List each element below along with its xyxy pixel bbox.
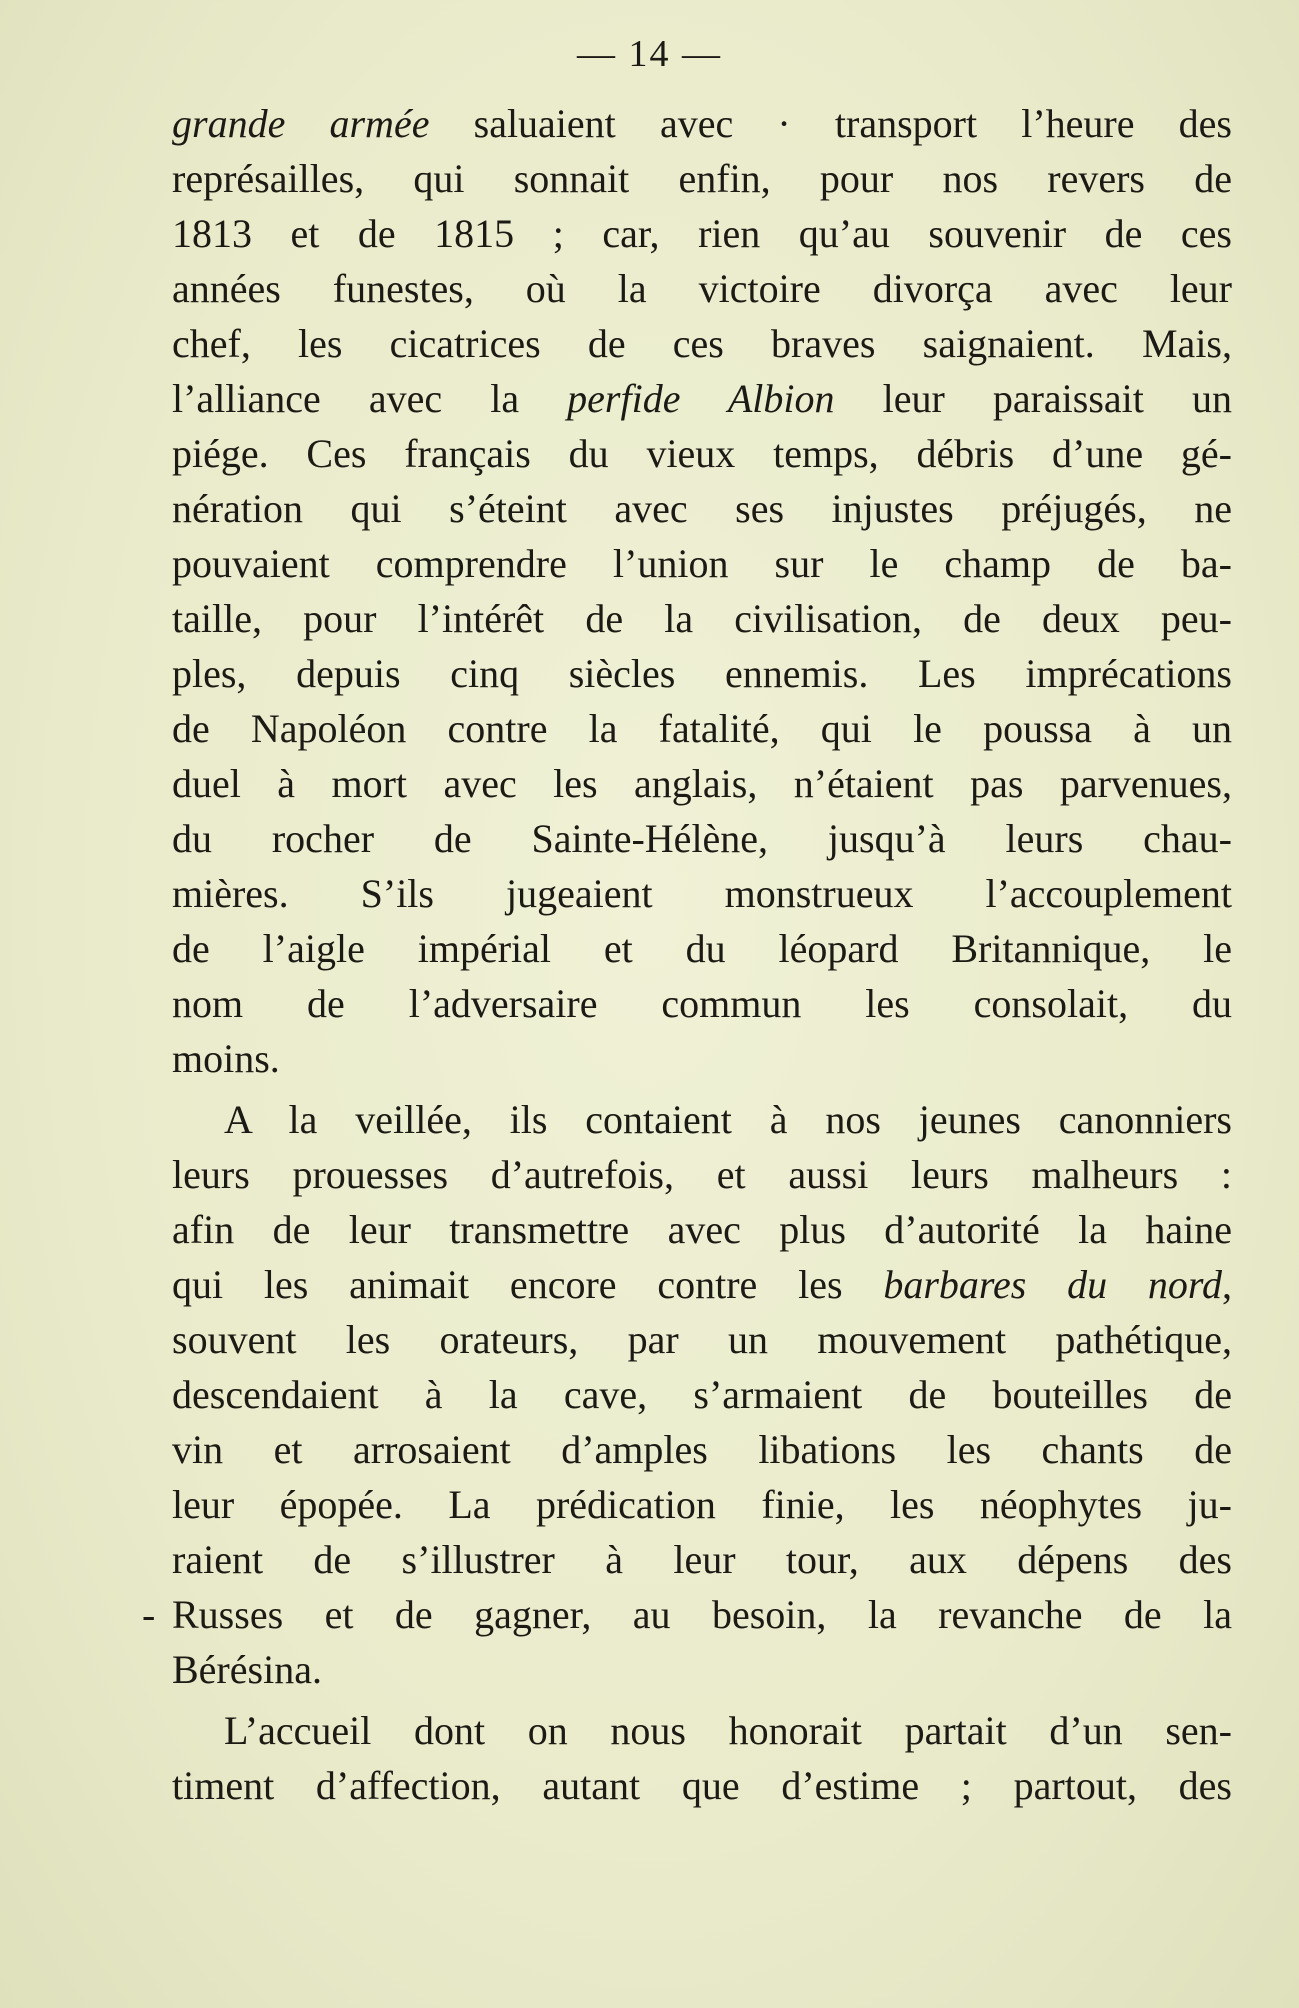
text-line: Bérésina.	[172, 1647, 322, 1692]
page-number: — 14 —	[577, 33, 722, 75]
text-line: chef, les cicatrices de ces braves saignaient. Mais,	[172, 321, 1232, 366]
margin-mark: -	[142, 1592, 156, 1637]
text-line: pouvaient comprendre l’union sur le champ de ba-	[172, 541, 1232, 586]
text-line: A la veillée, ils contaient à nos jeunes canonniers	[224, 1097, 1232, 1142]
text-line: L’accueil dont on nous honorait partait d’un sen-	[224, 1708, 1232, 1753]
text-line: taille, pour l’intérêt de la civilisation, de deux peu-	[172, 596, 1232, 641]
text-line: timent d’affection, autant que d’estime ; partout, des	[172, 1763, 1232, 1808]
text-line: années funestes, où la victoire divorça avec leur	[172, 266, 1232, 311]
text-line: leurs prouesses d’autrefois, et aussi leurs malheurs :	[172, 1152, 1232, 1197]
text-line: du rocher de Sainte-Hélène, jusqu’à leurs chau-	[172, 816, 1232, 861]
text-line: piége. Ces français du vieux temps, débris d’une gé-	[172, 431, 1232, 476]
text-line: nom de l’adversaire commun les consolait, du	[172, 981, 1232, 1026]
text-line: souvent les orateurs, par un mouvement pathétique,	[172, 1317, 1232, 1362]
text-line: raient de s’illustrer à leur tour, aux dépens des	[172, 1537, 1232, 1582]
text-line: de l’aigle impérial et du léopard Britannique, le	[172, 926, 1232, 971]
text-line: descendaient à la cave, s’armaient de bouteilles de	[172, 1372, 1232, 1417]
text-line: l’alliance avec la perfide Albion leur paraissait un	[172, 376, 1232, 421]
text-line: 1813 et de 1815 ; car, rien qu’au souvenir de ces	[172, 211, 1232, 256]
text-line: leur épopée. La prédication finie, les néophytes ju-	[172, 1482, 1232, 1527]
text-line: grande armée saluaient avec · transport l’heure des	[172, 101, 1232, 146]
text-line: afin de leur transmettre avec plus d’autorité la haine	[172, 1207, 1232, 1252]
text-line: ples, depuis cinq siècles ennemis. Les imprécations	[172, 651, 1232, 696]
body-text	[142, 96, 1232, 1813]
text-line: vin et arrosaient d’amples libations les chants de	[172, 1427, 1232, 1472]
text-line: représailles, qui sonnait enfin, pour nos revers de	[172, 156, 1232, 201]
text-line: de Napoléon contre la fatalité, qui le poussa à un	[172, 706, 1232, 751]
text-line: qui les animait encore contre les barbares du nord,	[172, 1262, 1232, 1307]
text-line: duel à mort avec les anglais, n’étaient pas parvenues,	[172, 761, 1232, 806]
text-line: - Russes et de gagner, au besoin, la revanche de la	[172, 1587, 1232, 1642]
text-line: mières. S’ils jugeaient monstrueux l’accouplement	[172, 871, 1232, 916]
text-line: nération qui s’éteint avec ses injustes préjugés, ne	[172, 486, 1232, 531]
text-line: moins.	[172, 1036, 280, 1081]
